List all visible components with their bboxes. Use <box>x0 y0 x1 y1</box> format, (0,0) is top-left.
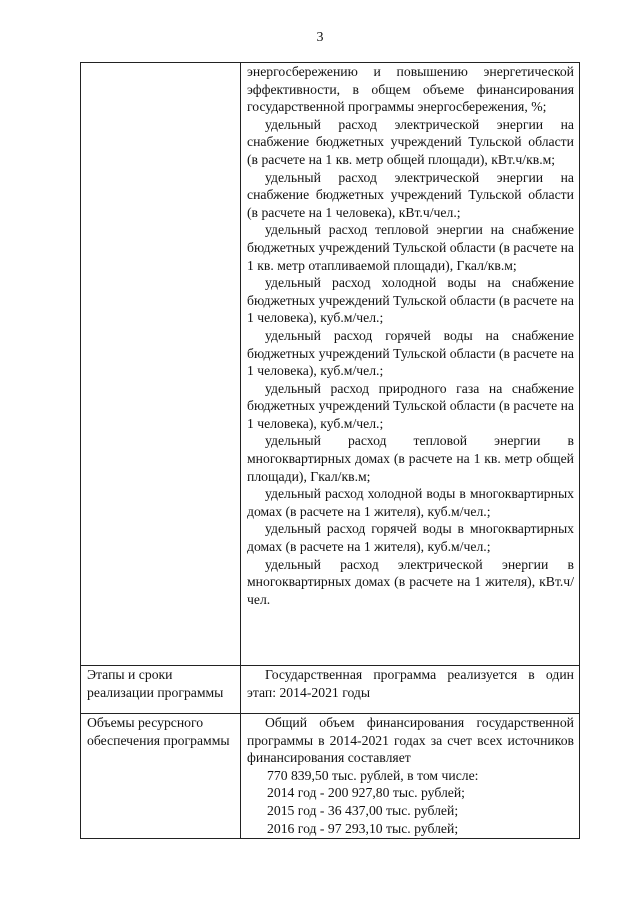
indicator-paragraph: удельный расход горячей воды на снабжение бюджетных учреждений Тульской области (в расчете на 1 человека), куб.м/чел.; <box>247 327 574 379</box>
indicator-paragraph: удельный расход тепловой энергии на снабжение бюджетных учреждений Тульской области (в расчете на 1 кв. метр отапливаемой площади), Гкал/кв.м; <box>247 222 574 273</box>
row-label-stages: Этапы и сроки реализации программы <box>81 666 241 714</box>
indicator-paragraph: энергосбережению и повышению энергетической эффективности, в общем объеме финансирования государственной программы энергосбережения, %; <box>247 64 574 115</box>
row-value-resources <box>241 714 580 839</box>
funding-paragraph: Общий объем финансирования государственной программы в 2014-2021 годах за счет всех источников финансирования составляет <box>247 715 574 766</box>
row-label <box>81 63 241 666</box>
page-number: 3 <box>316 30 324 45</box>
funding-total-line: 770 839,50 тыс. рублей, в том числе: <box>267 767 479 783</box>
table-row <box>81 666 580 714</box>
indicator-paragraph: удельный расход природного газа на снабжение бюджетных учреждений Тульской области (в расчете на 1 человека), куб.м/чел.; <box>247 380 574 431</box>
funding-year-line: 2015 год - 36 437,00 тыс. рублей; <box>267 802 459 818</box>
program-passport-table <box>80 62 580 839</box>
row-value <box>241 63 580 666</box>
funding-year-line: 2016 год - 97 293,10 тыс. рублей; <box>267 820 459 836</box>
stages-paragraph: Государственная программа реализуется в один этап: 2014-2021 годы <box>247 667 574 700</box>
indicator-paragraph: удельный расход электрической энергии на снабжение бюджетных учреждений Тульской области (в расчете на 1 кв. метр общей площади), кВт.ч/кв.м; <box>247 116 574 167</box>
indicator-paragraph: удельный расход холодной воды на снабжение бюджетных учреждений Тульской области (в расчете на 1 человека), куб.м/чел.; <box>247 275 574 326</box>
funding-year-line: 2014 год - 200 927,80 тыс. рублей; <box>267 785 465 801</box>
row-label-resources: Объемы ресурсного обеспечения программы <box>81 714 241 839</box>
table-row <box>81 63 580 666</box>
row-value-stages <box>241 666 580 714</box>
indicator-paragraph: удельный расход холодной воды в многоквартирных домах (в расчете на 1 жителя), куб.м/чел.; <box>247 486 574 519</box>
table-row <box>81 714 580 839</box>
indicator-paragraph: удельный расход горячей воды в многоквартирных домах (в расчете на 1 жителя), куб.м/чел.; <box>247 521 574 555</box>
indicator-paragraph: удельный расход электрической энергии на снабжение бюджетных учреждений Тульской области (в расчете на 1 человека), кВт.ч/чел.; <box>247 169 574 220</box>
indicator-paragraph: удельный расход электрической энергии в многоквартирных домах (в расчете на 1 жителя), кВт.ч/чел. <box>247 556 574 607</box>
indicator-paragraph: удельный расход тепловой энергии в многоквартирных домах (в расчете на 1 кв. метр общей площади), Гкал/кв.м; <box>247 433 574 484</box>
